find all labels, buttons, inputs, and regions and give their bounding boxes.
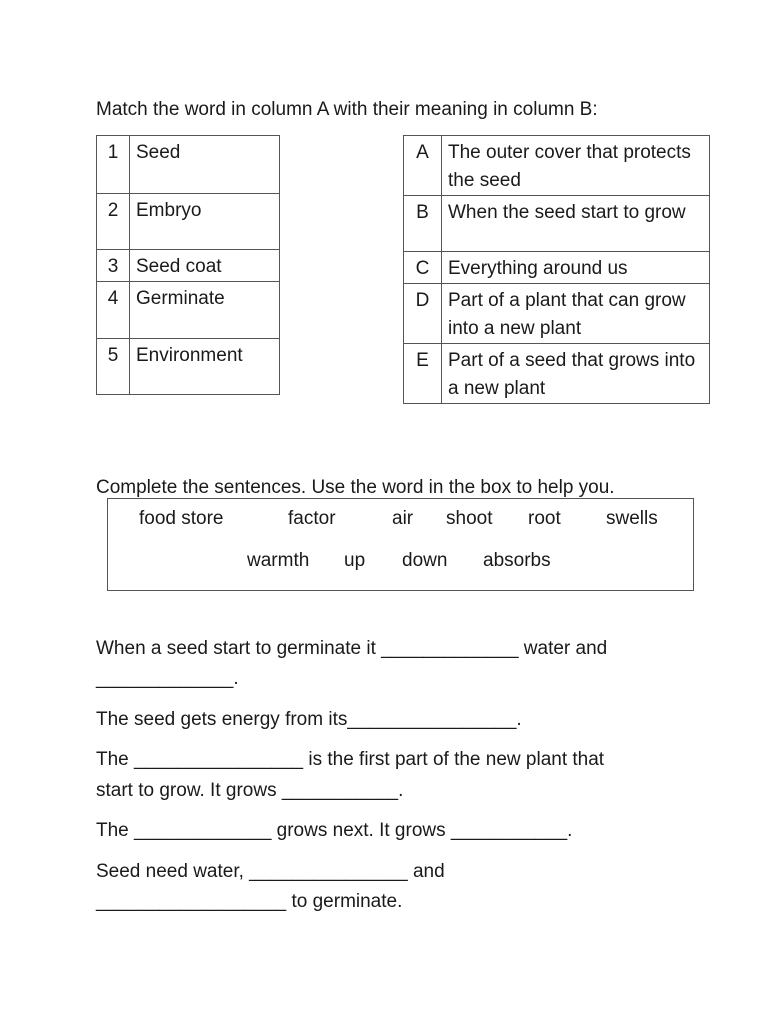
row-number: 1 [97,136,130,194]
word-bank-word: down [402,550,448,571]
table-row [97,282,280,339]
table-row [404,196,710,252]
sentence-line: _____________. [96,668,239,689]
sentence-line: When a seed start to germinate it _____________ water and [96,638,608,659]
column-b-meaning: Part of a plant that can grow into a new plant [442,284,710,344]
table-row [404,252,710,284]
column-a-word: Embryo [130,194,280,250]
sentence-line: start to grow. It grows ___________. [96,780,404,801]
row-letter: D [404,284,442,344]
row-letter: A [404,136,442,196]
row-number: 3 [97,250,130,282]
column-a-word: Environment [130,339,280,395]
word-bank-word: absorbs [483,550,551,571]
word-bank-word: warmth [247,550,310,571]
column-b-meaning: Part of a seed that grows into a new plant [442,344,710,404]
row-letter: E [404,344,442,404]
table-row [97,194,280,250]
column-b-table [403,135,710,404]
word-bank-word: root [528,508,561,529]
word-bank-word: shoot [446,508,493,529]
column-a-word: Germinate [130,282,280,339]
table-row [404,344,710,404]
word-bank-word: air [392,508,414,529]
column-b-meaning: The outer cover that protects the seed [442,136,710,196]
sentence-line: Seed need water, _______________ and [96,861,445,882]
column-a-word: Seed [130,136,280,194]
word-bank-word: factor [288,508,336,529]
word-bank-word: swells [606,508,658,529]
row-number: 5 [97,339,130,395]
sentence-line: The seed gets energy from its________________. [96,709,522,730]
sentence-line: The ________________ is the first part of the new plant that [96,749,605,770]
row-number: 4 [97,282,130,339]
column-b-meaning: Everything around us [442,252,710,284]
match-instructions: Match the word in column A with their meaning in column B: [96,99,598,120]
row-letter: C [404,252,442,284]
word-bank-box [107,498,694,591]
table-row [97,339,280,395]
row-letter: B [404,196,442,252]
table-row [97,250,280,282]
sentence-line: The _____________ grows next. It grows ___________. [96,820,573,841]
word-bank-word: up [344,550,366,571]
table-row [97,136,280,194]
row-number: 2 [97,194,130,250]
table-row [404,284,710,344]
column-a-table [96,135,280,395]
word-bank-word: food store [139,508,224,529]
column-b-meaning: When the seed start to grow [442,196,710,252]
table-row [404,136,710,196]
column-a-word: Seed coat [130,250,280,282]
sentence-line: __________________ to germinate. [96,891,403,912]
complete-sentences-instructions: Complete the sentences. Use the word in the box to help you. [96,477,615,498]
